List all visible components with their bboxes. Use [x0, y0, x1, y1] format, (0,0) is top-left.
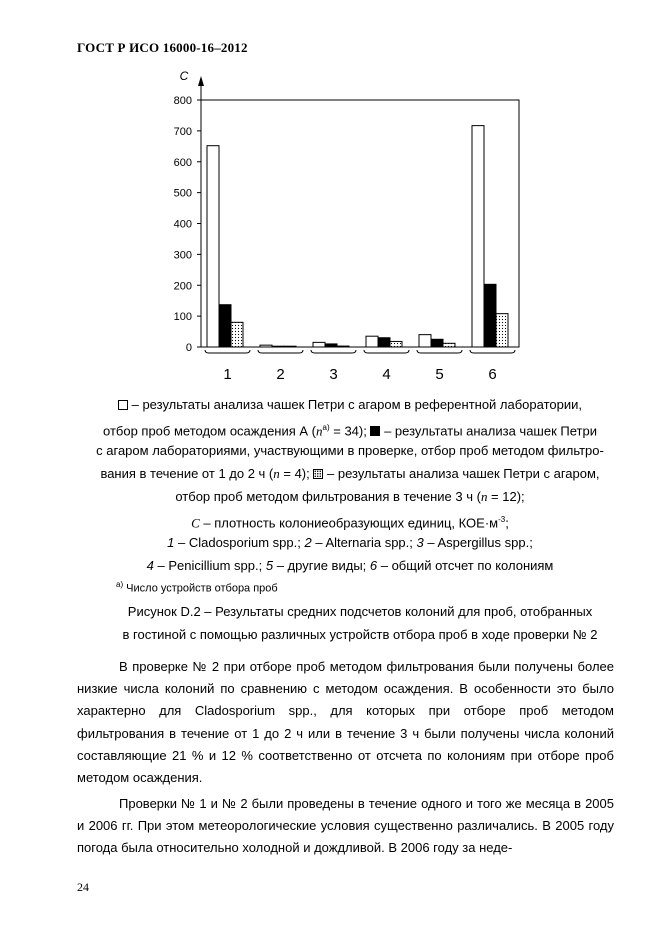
group-bracket — [417, 350, 462, 353]
y-axis-label: C — [179, 69, 189, 83]
plot-frame — [201, 100, 519, 347]
legend-line-4: вания в течение от 1 до 2 ч (n = 4); – результаты анализа чашек Петри с агаром, — [100, 466, 600, 481]
bar-black-4 — [378, 338, 390, 347]
y-axis-arrow-icon — [198, 76, 204, 86]
x-category-label: 1 — [223, 366, 232, 383]
group-bracket — [364, 350, 409, 353]
figure-caption-line-2: в гостиной с помощью различных устройств отбора проб в ходе проверки № 2 — [122, 627, 598, 642]
x-category-label: 6 — [488, 366, 497, 383]
bar-dotted-2 — [284, 346, 296, 347]
legend-line-3: с агаром лабораториями, участвующими в проверке, отбор проб методом фильтро- — [96, 443, 604, 458]
y-tick-label: 600 — [173, 156, 192, 169]
group-bracket — [258, 350, 303, 353]
bar-black-6 — [484, 284, 496, 347]
white-swatch-icon — [118, 400, 128, 410]
x-category-label: 5 — [435, 366, 444, 383]
legend-line-2: отбор проб методом осаждения А $(n^{а)} = 34)$; – результаты анализа чашек Петри — [103, 423, 597, 439]
legend-line-6: C – плотность колониеобразующих единиц, $КОЕ\cdot м^{-3}$; — [191, 515, 509, 531]
legend-line-8: 4 – Penicillium spp.; 5 – другие виды; 6 – общий отсчет по колониям — [146, 558, 554, 573]
body-paragraph-1: В проверке № 2 при отборе проб методом фильтрования были получены более низкие числа колоний по сравнению с методом осаждения. В особенности это было характерно для Cladosporium spp., для которых при отборе проб методом фильтрования в течение от 1 до 2 ч или в течение 3 ч были получены числа колоний составляющие 21 % и 12 % соответственно от отсчета по колониям при отборе проб методом осаждения. — [77, 659, 614, 786]
y-tick-label: 300 — [173, 249, 192, 262]
bar-black-1 — [219, 305, 231, 347]
footnote: $^{а)}$ Число устройств отбора проб — [116, 580, 278, 595]
legend-line-1: – результаты анализа чашек Петри с агаром в референтной лаборатории, — [40, 393, 660, 417]
bar-white-6 — [472, 126, 484, 347]
y-tick-label: 100 — [173, 311, 192, 324]
bar-white-3 — [313, 342, 325, 347]
bar-chart — [0, 0, 661, 400]
bar-white-4 — [366, 336, 378, 347]
bar-white-5 — [419, 335, 431, 347]
y-tick-label: 500 — [173, 187, 192, 200]
figure-caption-line-1: Рисунок D.2 – Результаты средних подсчетов колоний для проб, отобранных — [127, 604, 593, 619]
bar-white-1 — [207, 146, 219, 347]
bar-dotted-3 — [337, 346, 349, 347]
bar-dotted-1 — [231, 322, 243, 347]
x-category-label: 2 — [276, 366, 285, 383]
bar-dotted-6 — [496, 314, 508, 347]
bar-white-2 — [260, 345, 272, 347]
page-number: 24 — [77, 880, 89, 894]
legend-line-5: отбор проб методом фильтрования в течение 3 ч (n = 12); — [175, 489, 525, 504]
y-tick-label: 800 — [173, 95, 192, 107]
dotted-swatch-icon — [313, 469, 323, 479]
document-header: ГОСТ Р ИСО 16000-16–2012 — [77, 40, 248, 55]
bar-dotted-4 — [390, 341, 402, 347]
y-tick-label: 400 — [173, 218, 192, 231]
group-bracket — [311, 350, 356, 353]
y-tick-label: 0 — [185, 342, 192, 354]
x-category-label: 4 — [382, 366, 391, 383]
body-paragraph-2: Проверки № 1 и № 2 были проведены в течение одного и того же месяца в 2005 и 2006 гг. При этом метеорологические условия существенно различались. В 2005 году погода была относительно холодной и дождливой. В 2006 году за неде- — [77, 796, 614, 856]
bar-dotted-5 — [443, 343, 455, 347]
y-tick-label: 200 — [173, 280, 192, 293]
group-bracket — [470, 350, 515, 353]
group-bracket — [205, 350, 250, 353]
x-category-label: 3 — [329, 366, 338, 383]
legend-line-7: 1 – Cladosporium spp.; 2 – Alternaria spp.; 3 – Aspergillus spp.; — [167, 535, 533, 550]
bar-black-5 — [431, 339, 443, 347]
bar-black-2 — [272, 346, 284, 347]
black-swatch-icon — [370, 426, 380, 436]
y-tick-label: 700 — [173, 125, 192, 138]
bar-black-3 — [325, 344, 337, 347]
